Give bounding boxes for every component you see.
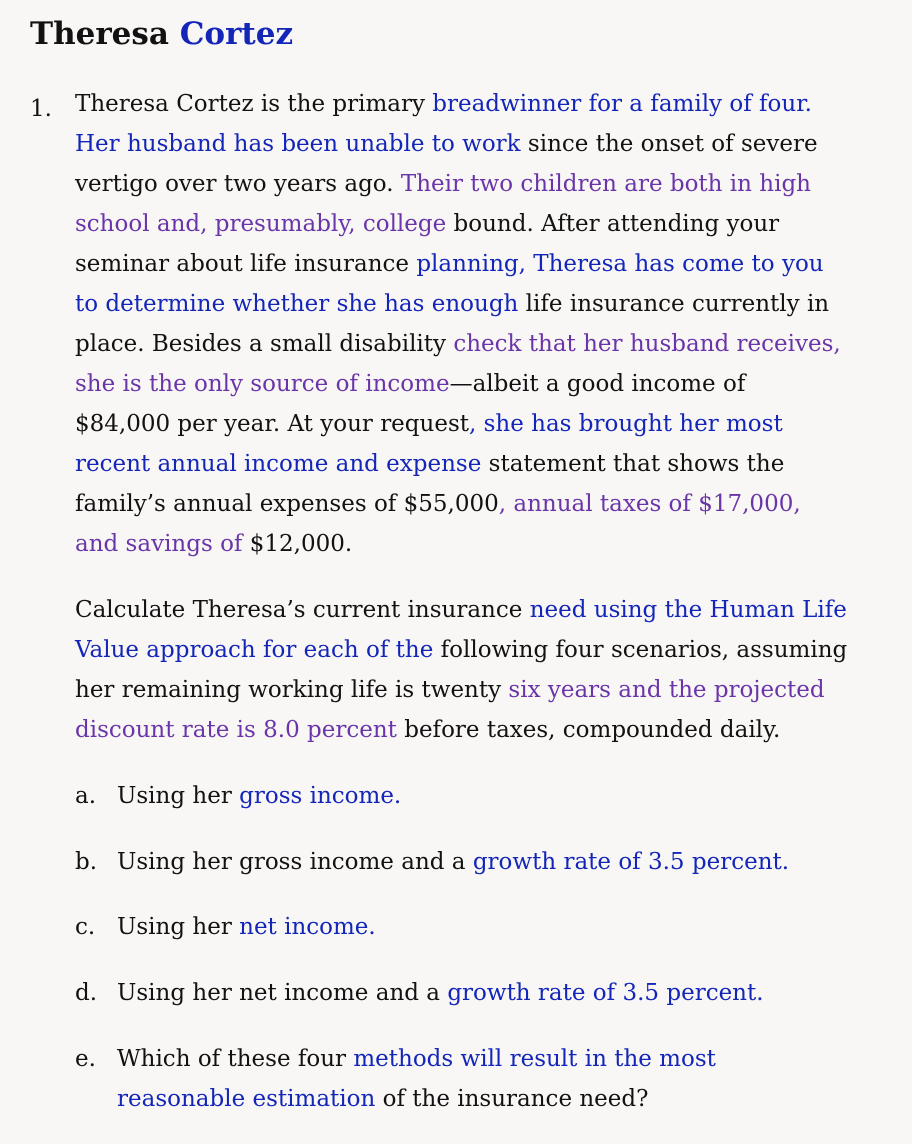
paragraph-line xyxy=(75,204,865,244)
text-segment: Value approach for each of the xyxy=(75,637,434,663)
text-segment: , she has brought her most xyxy=(469,411,783,437)
text-segment: planning, Theresa has come to you xyxy=(416,251,824,277)
text-segment: seminar about life insurance xyxy=(75,251,417,277)
sub-question-letter: c. xyxy=(75,914,96,940)
text-segment: Their two children are both in high xyxy=(400,171,811,197)
paragraph-line xyxy=(75,364,865,404)
text-segment: Using her gross income and a xyxy=(117,849,473,875)
text-segment: breadwinner for a family of four. xyxy=(432,91,812,117)
text-segment: place. Besides a small disability xyxy=(75,331,454,357)
text-segment: net income. xyxy=(239,914,376,940)
sub-question-line xyxy=(117,842,857,882)
text-segment: check that her husband receives, xyxy=(453,331,841,357)
paragraph-line xyxy=(75,164,865,204)
paragraph-line xyxy=(75,244,865,284)
text-segment: family’s annual expenses of $55,000 xyxy=(75,491,499,517)
paragraph-line xyxy=(75,404,865,444)
text-segment: six years and the projected xyxy=(508,677,825,703)
paragraph-line xyxy=(75,524,865,564)
text-segment: need using the Human Life xyxy=(529,597,847,623)
text-segment: bound. After attending your xyxy=(446,211,780,237)
paragraph-line xyxy=(75,670,865,710)
text-segment: discount rate is 8.0 percent xyxy=(75,717,397,743)
paragraph-line xyxy=(75,324,865,364)
sub-question-line xyxy=(117,776,857,816)
page-title xyxy=(30,11,293,57)
text-segment: recent annual income and expense xyxy=(75,451,482,477)
paragraph-line xyxy=(75,484,865,524)
text-segment: $84,000 per year. At your request xyxy=(75,411,469,437)
sub-question-letter: d. xyxy=(75,980,98,1006)
text-segment: before taxes, compounded daily. xyxy=(396,717,781,743)
text-segment: life insurance currently in xyxy=(518,291,830,317)
text-segment: vertigo over two years ago. xyxy=(75,171,401,197)
text-segment: to determine whether she has enough xyxy=(75,291,519,317)
text-segment: Using her net income and a xyxy=(117,980,448,1006)
sub-question-line xyxy=(117,973,857,1013)
text-segment: statement that shows the xyxy=(481,451,785,477)
text-segment: —albeit a good income of xyxy=(449,371,746,397)
sub-question-letter: e. xyxy=(75,1046,96,1072)
text-segment: Using her xyxy=(117,783,240,809)
paragraph-line xyxy=(75,590,865,630)
title-last-name: Cortez xyxy=(179,16,294,52)
text-segment: Calculate Theresa’s current insurance xyxy=(75,597,530,623)
text-segment: $12,000. xyxy=(242,531,353,557)
text-segment: methods will result in the most xyxy=(353,1046,716,1072)
paragraph-line xyxy=(75,284,865,324)
title-first-name: Theresa xyxy=(30,16,169,52)
text-segment: growth rate of 3.5 percent. xyxy=(447,980,764,1006)
text-segment: of the insurance need? xyxy=(375,1086,649,1112)
text-segment: reasonable estimation xyxy=(117,1086,376,1112)
question-number: 1. xyxy=(30,96,52,122)
sub-question-line xyxy=(117,1079,857,1119)
text-segment: Which of these four xyxy=(117,1046,354,1072)
question-paragraph-2 xyxy=(75,590,865,750)
text-segment: her remaining working life is twenty xyxy=(75,677,509,703)
sub-question-line xyxy=(117,1039,857,1079)
paragraph-line xyxy=(75,84,865,124)
paragraph-line xyxy=(75,710,865,750)
text-segment: and savings of xyxy=(75,531,243,557)
paragraph-line xyxy=(75,124,865,164)
text-segment: gross income. xyxy=(239,783,402,809)
text-segment: Her husband has been unable to work xyxy=(75,131,521,157)
text-segment: Theresa Cortez is the primary xyxy=(75,91,433,117)
sub-question-line xyxy=(117,907,857,947)
sub-question-letter: b. xyxy=(75,849,98,875)
text-segment: , annual taxes of $17,000, xyxy=(498,491,801,517)
text-segment: she is the only source of income xyxy=(75,371,450,397)
question-paragraph-1 xyxy=(75,84,865,564)
text-segment: growth rate of 3.5 percent. xyxy=(472,849,790,875)
sub-question-letter: a. xyxy=(75,783,97,809)
text-segment: Using her xyxy=(117,914,240,940)
text-segment: school and, presumably, college xyxy=(75,211,447,237)
paragraph-line xyxy=(75,630,865,670)
text-segment: since the onset of severe xyxy=(520,131,818,157)
paragraph-line xyxy=(75,444,865,484)
text-segment: following four scenarios, assuming xyxy=(433,637,848,663)
